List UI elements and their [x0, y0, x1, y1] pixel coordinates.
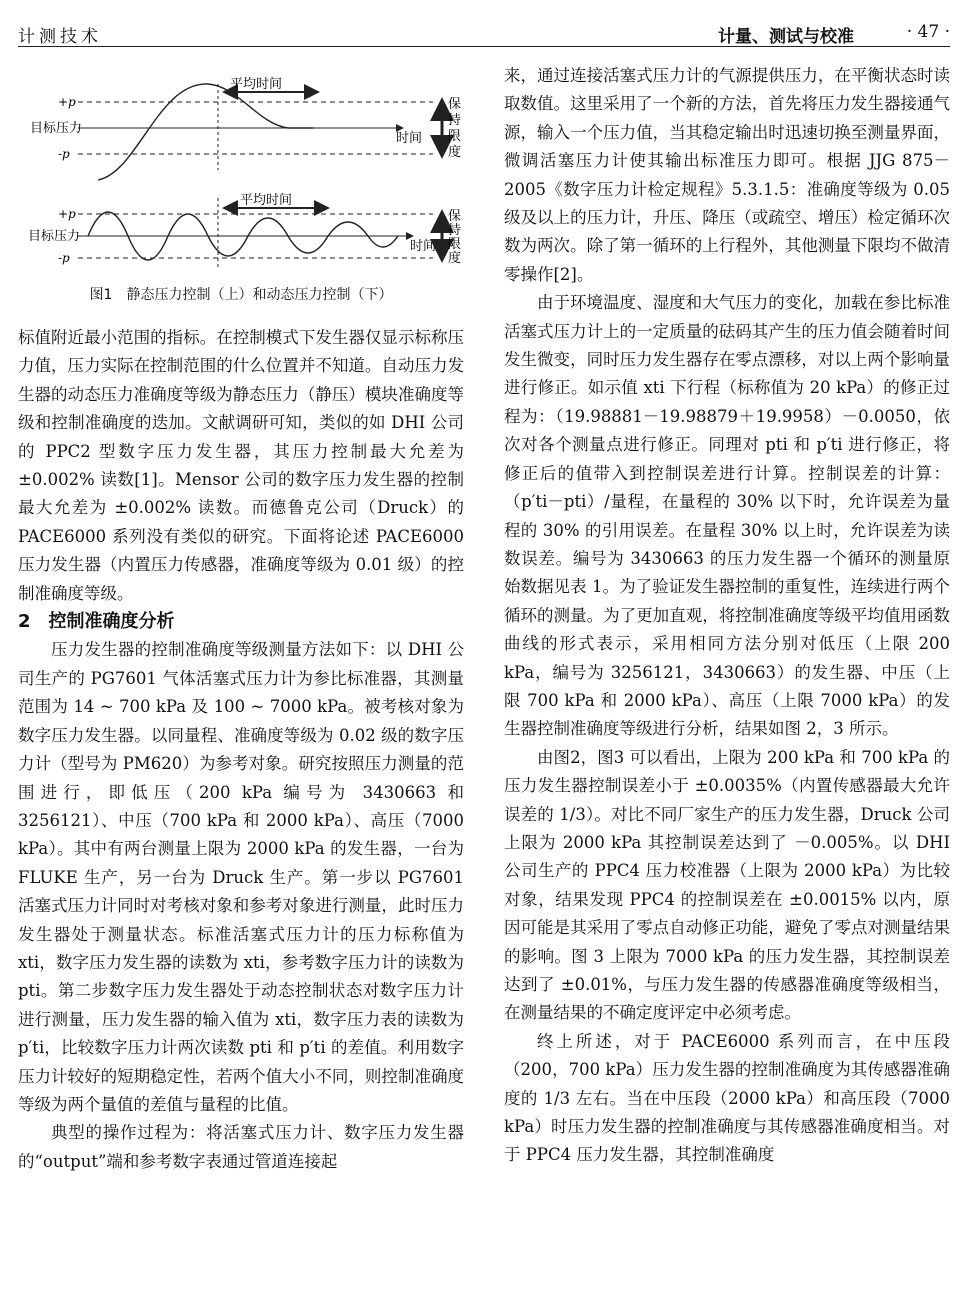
- right-paragraph-1: 来，通过连接活塞式压力计的气源提供压力，在平衡状态时读取数值。这里采用了一个新的方法，首先将压力发生器接通气源，输入一个压力值，当其稳定输出时迅速切换至测量界面，微调活塞压力计使其输出标准压力即可。根据 JJG 875－2005《数字压力计检定规程》5.3.1.5：准确度等级为 0.05 级及以上的压力计，升压、降压（或疏空、增压）检定循环次数为两次。除了第一循环的上行程外，其他测量下限均不做清零操作[2]。: [504, 66, 950, 284]
- static-control-panel: [30, 76, 461, 180]
- plus-p-bottom: +p: [58, 207, 76, 221]
- page-header: [18, 14, 950, 47]
- target-pressure-label-top: 目标压力: [30, 121, 83, 136]
- right-column: [504, 62, 950, 1170]
- minus-p-bottom: -p: [58, 251, 70, 265]
- left-paragraph-2: 压力发生器的控制准确度等级测量方法如下：以 DHI 公司生产的 PG7601 气体活塞式压力计为参比标准器，其测量范围为 14 ~ 700 kPa 及 100 ~ 7000 kPa。被考核对象为数字压力发生器。以同量程、准确度等级为 0.02 级的数字压力计（型号为 PM620）为参考对象。研究按照压力测量的范围进行，即低压（200 kPa 编号为 3430663 和 3256121）、中压（700 kPa 和 2000 kPa）、高压（7000 kPa）。其中有两台测量上限为 2000 kPa 的发生器，一台为 FLUKE 生产，另一台为 Druck 生产。第一步以 PG7601 活塞式压力计同时对考核对象和参考对象进行测量，此时压力发生器处于测量状态。标准活塞式压力计的压力标称值为 xti，数字压力发生器的读数为 xti，参考数字压力计的读数为 pti。第二步数字压力发生器处于动态控制状态对数字压力计进行测量，压力发生器的输入值为 xti，数字压力表的读数为 p′ti，比较数字压力计两次读数 pti 和 p′ti 的差值。利用数字压力计较好的短期稳定性，若两个值大小不同，则控制准确度等级为两个量值的差值与量程的比值。: [18, 640, 464, 1114]
- hold-limit-label-top: [448, 97, 461, 160]
- hold-char-2b: 持: [448, 223, 462, 238]
- figure-1-caption: 图1 静态压力控制（上）和动态压力控制（下）: [89, 287, 393, 303]
- figure-1-diagram: [18, 62, 464, 282]
- left-paragraph-3: 典型的操作过程为：将活塞式压力计、数字压力发生器的“output”端和参考数字表通过管道连接起: [18, 1123, 464, 1171]
- section-2-heading: 2 控制准确度分析: [18, 611, 175, 633]
- plus-p-top: +p: [58, 95, 76, 109]
- avg-time-label-bottom: 平均时间: [240, 193, 293, 208]
- hold-limit-label-bottom: [448, 209, 461, 266]
- right-paragraph-2: 由于环境温度、湿度和大气压力的变化，加载在参比标准活塞式压力计上的一定质量的砝码其产生的压力值会随着时间发生微变，同时压力发生器存在零点漂移，对以上两个影响量进行修正。如示值 xti 下行程（标称值为 20 kPa）的修正过程为：（19.98881－19.98879＋19.9958）－0.0050，依次对各个测量点进行修正。同理对 pti 和 p′ti 进行修正，将修正后的值带入到控制误差进行计算。控制误差的计算：（p′ti－pti）/量程，在量程的 30% 以下时，允许误差为量程的 30% 的引用误差。在量程 30% 以上时，允许误差为读数误差。编号为 3430663 的压力发生器一个循环的测量原始数据见表 1。为了验证发生器控制的重复性，连续进行两个循环的测量。为了更加直观，将控制准确度等级平均值用函数曲线的形式表示，采用相同方法分别对低压（上限 200 kPa，编号为 3256121，3430663）的发生器、中压（上限 700 kPa 和 2000 kPa）、高压（上限 7000 kPa）的发生器控制准确度等级进行分析，结果如图 2，3 所示。: [504, 293, 950, 739]
- hold-char-3b: 限: [448, 237, 462, 252]
- right-paragraph-4: 终上所述，对于 PACE6000 系列而言，在中压段（200，700 kPa）压力发生器的控制准确度为其传感器准确度的 1/3 左右。当在中压段（2000 kPa）和高压段（7000 kPa）时压力发生器的控制准确度与其传感器准确度相当。对于 PPC4 压力发生器，其控制准确度: [504, 1031, 950, 1165]
- figure-1: [18, 62, 464, 312]
- minus-p-top: -p: [58, 147, 70, 161]
- avg-time-label-top: 平均时间: [230, 77, 283, 92]
- time-label-top: 时间: [396, 131, 423, 146]
- section-name: 计量、测试与校准: [718, 27, 854, 47]
- hold-char-1b: 保: [448, 209, 462, 224]
- hold-char-1: 保: [448, 97, 462, 112]
- left-paragraph-1: 标值附近最小范围的指标。在控制模式下发生器仅显示标称压力值，压力实际在控制范围的什么位置并不知道。自动压力发生器的动态压力准确度等级为静态压力（静压）模块准确度等级和控制准确度的迭加。文献调研可知，类似的如 DHI 公司的 PPC2 型数字压力发生器，其压力控制最大允差为 ±0.002% 读数[1]。Mensor 公司的数字压力发生器的控制最大允差为 ±0.002% 读数。而德鲁克公司（Druck）的 PACE6000 系列没有类似的研究。下面将论述 PACE6000 压力发生器（内置压力传感器，准确度等级为 0.01 级）的控制准确度等级。: [18, 328, 464, 603]
- page-number: · 47 ·: [906, 22, 950, 42]
- hold-char-2: 持: [448, 113, 462, 128]
- hold-char-4b: 度: [448, 251, 462, 266]
- right-paragraph-3: 由图2，图3 可以看出，上限为 200 kPa 和 700 kPa 的压力发生器控制误差小于 ±0.0035%（内置传感器最大允许误差的 1/3）。对比不同厂家生产的压力发生器，Druck 公司上限为 2000 kPa 其控制误差达到了 －0.005%。以 DHI 公司生产的 PPC4 压力校准器（上限为 2000 kPa）为比较对象，结果发现 PPC4 的控制误差在 ±0.0015% 以内，原因可能是其采用了零点自动修正功能，避免了零点对测量结果的影响。图 3 上限为 7000 kPa 的压力发生器，其控制误差达到了 ±0.01%，与压力发生器的传感器准确度等级相当，在测量结果的不确定度评定中必须考虑。: [504, 747, 950, 1023]
- time-label-bottom: 时间: [410, 239, 437, 254]
- dynamic-control-panel: [28, 192, 461, 267]
- target-pressure-label-bottom: 目标压力: [28, 229, 81, 244]
- journal-name: 计测技术: [18, 27, 102, 47]
- hold-char-3: 限: [448, 129, 462, 144]
- hold-char-4: 度: [448, 145, 462, 160]
- left-column: [18, 324, 464, 1176]
